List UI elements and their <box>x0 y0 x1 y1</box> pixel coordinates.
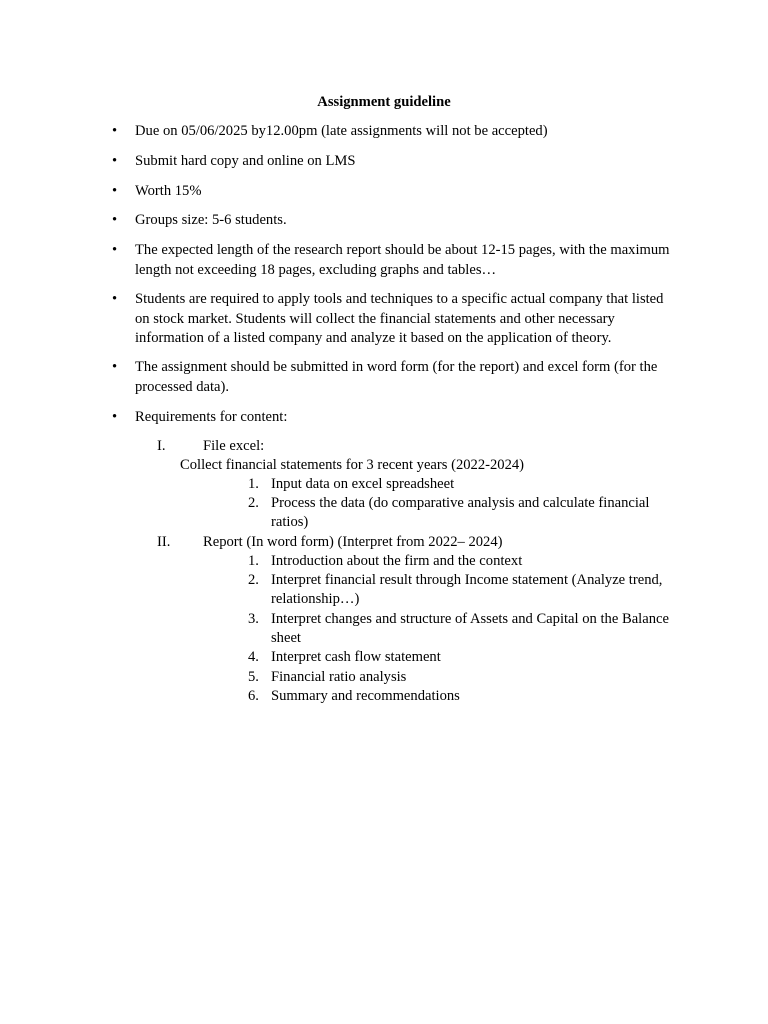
item-text: Process the data (do comparative analysis and calculate financial ratios) <box>271 495 650 531</box>
bullet-icon: • <box>112 123 118 139</box>
item-number: 2. <box>248 495 259 511</box>
section-heading: File excel: <box>203 438 265 454</box>
item-text: Summary and recommendations <box>271 688 460 704</box>
item-text: Interpret financial result through Income statement (Analyze trend, relationship…) <box>271 572 663 608</box>
bullet-text: The assignment should be submitted in word form (for the report) and excel form (for the processed data). <box>135 359 658 395</box>
item-number: 5. <box>248 669 259 685</box>
item-text: Introduction about the firm and the context <box>271 553 523 569</box>
item-number: 1. <box>248 553 259 569</box>
section-heading: Report (In word form) (Interpret from 2022– 2024) <box>203 534 503 550</box>
bullet-icon: • <box>112 183 118 199</box>
bullet-text: The expected length of the research report should be about 12-15 pages, with the maximum length not exceeding 18 pages, excluding graphs and tables… <box>135 242 670 278</box>
item-text: Input data on excel spreadsheet <box>271 476 455 492</box>
item-text: Interpret changes and structure of Assets and Capital on the Balance sheet <box>271 611 669 647</box>
bullet-text: Submit hard copy and online on LMS <box>135 153 356 169</box>
bullet-icon: • <box>112 212 118 228</box>
bullet-icon: • <box>112 153 118 169</box>
item-number: 1. <box>248 476 259 492</box>
document-title: Assignment guideline <box>317 94 451 110</box>
bullet-text: Due on 05/06/2025 by12.00pm (late assignments will not be accepted) <box>135 123 548 139</box>
bullet-text: Worth 15% <box>135 183 202 199</box>
bullet-text: Groups size: 5-6 students. <box>135 212 287 228</box>
section-subheading: Collect financial statements for 3 recent years (2022-2024) <box>180 457 525 473</box>
bullet-icon: • <box>112 359 118 375</box>
item-text: Financial ratio analysis <box>271 669 407 685</box>
item-number: 4. <box>248 649 259 665</box>
bullet-text: Requirements for content: <box>135 409 288 425</box>
bullet-icon: • <box>112 242 118 258</box>
bullet-text: Students are required to apply tools and techniques to a specific actual company that listed on stock market. Students will collect the financial statements and other necessary information of a listed company and analyze it based on the application of theory. <box>135 291 664 347</box>
section-numeral: II. <box>157 534 171 550</box>
section-numeral: I. <box>157 438 166 454</box>
item-number: 3. <box>248 611 259 627</box>
item-number: 2. <box>248 572 259 588</box>
bullet-icon: • <box>112 409 118 425</box>
item-number: 6. <box>248 688 259 704</box>
bullet-icon: • <box>112 291 118 307</box>
item-text: Interpret cash flow statement <box>271 649 441 665</box>
